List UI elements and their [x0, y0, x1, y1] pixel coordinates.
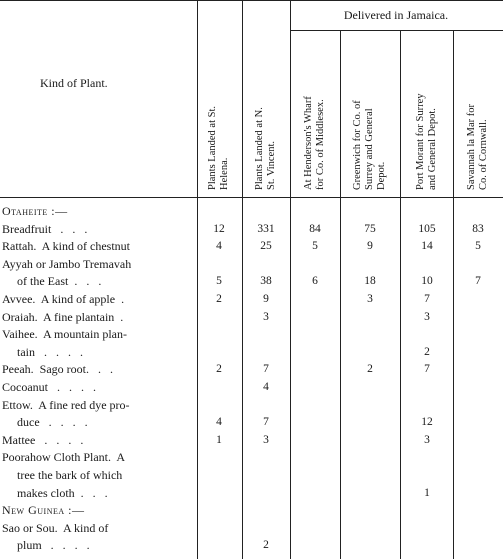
row-cell: 5 — [475, 240, 481, 253]
table-row — [0, 415, 503, 429]
column-header-line: At Henderson's Wharf — [303, 96, 314, 190]
table-row — [0, 204, 503, 218]
table-row — [0, 433, 503, 447]
row-cell: 38 — [260, 275, 272, 288]
table-row — [0, 292, 503, 306]
row-cell: 83 — [472, 222, 484, 235]
row-label: Peeah. Sago root. . . — [2, 362, 113, 377]
row-cell: 2 — [367, 363, 373, 376]
row-label: tree the bark of which — [2, 468, 123, 482]
row-cell: 3 — [367, 293, 373, 305]
row-label: Breadfruit . . . — [2, 221, 88, 236]
row-label: Sao or Sou. A kind of — [2, 520, 109, 535]
row-cell: 3 — [263, 433, 269, 446]
column-header-line: for Co. of Middlesex. — [315, 99, 326, 190]
column-header-morant — [415, 93, 439, 190]
row-cell: 7 — [424, 293, 430, 305]
row-cell: 84 — [309, 222, 321, 235]
row-label: makes cloth . . . — [2, 485, 108, 500]
table-row — [0, 310, 503, 324]
row-label: Poorahow Cloth Plant. A — [2, 450, 126, 465]
column-header-henderson — [303, 96, 327, 190]
column-header-line: St. Vincent. — [266, 140, 277, 190]
row-cell: 10 — [421, 275, 433, 288]
row-cell: 25 — [260, 240, 272, 253]
table-row — [0, 538, 503, 552]
table-row — [0, 274, 503, 288]
row-cell: 3 — [424, 433, 430, 446]
row-cell: 3 — [424, 310, 430, 323]
column-header-savannah — [466, 104, 490, 190]
row-label: Ayyah or Jambo Tremavah — [2, 256, 132, 271]
table-row — [0, 398, 503, 412]
row-label: Vaihee. A mountain plan- — [2, 327, 127, 342]
row-label: Rattah. A kind of chestnut — [2, 239, 130, 254]
row-cell: 12 — [421, 416, 433, 429]
row-cell: 3 — [263, 310, 269, 323]
row-cell: 18 — [364, 275, 376, 288]
table-row — [0, 239, 503, 253]
row-cell: 5 — [312, 240, 318, 253]
table-row — [0, 450, 503, 464]
column-header-line: Depot. — [376, 161, 387, 190]
table-row — [0, 486, 503, 500]
row-label: Ettow. A fine red dye pro- — [2, 397, 130, 412]
column-header-line: Plants Landed at St. — [207, 106, 218, 190]
column-header-line: Surrey and General — [364, 108, 375, 190]
table-row — [0, 521, 503, 535]
row-label: Mattee . . . . — [2, 432, 84, 447]
kind-of-plant-header: Kind of Plant. — [40, 76, 108, 90]
row-label: duce . . . . — [2, 415, 88, 430]
row-cell: 7 — [263, 416, 269, 429]
row-cell: 105 — [418, 222, 436, 235]
row-label: of the East . . . — [2, 274, 102, 289]
column-header-line: Helena. — [219, 157, 230, 190]
row-cell: 7 — [475, 275, 481, 288]
row-cell: 2 — [424, 345, 430, 358]
row-cell: 75 — [364, 222, 376, 235]
column-header-vincent — [254, 107, 278, 190]
row-label: Cocoanut . . . . — [2, 380, 96, 394]
column-header-line: and General Depot. — [427, 108, 438, 190]
row-cell: 5 — [216, 275, 222, 288]
column-header-line: Plants Landed at N. — [254, 107, 265, 190]
delivered-rule — [290, 30, 503, 31]
row-cell: 6 — [312, 275, 318, 288]
row-label: tain . . . . — [2, 344, 83, 359]
table-row — [0, 503, 503, 517]
row-cell: 12 — [213, 222, 225, 235]
row-cell: 4 — [216, 240, 222, 253]
table-row — [0, 222, 503, 236]
row-cell: 7 — [263, 363, 269, 376]
row-label: Avvee. A kind of apple . — [2, 292, 125, 306]
column-header-line: Savannah la Mar for — [466, 103, 477, 190]
table-row — [0, 380, 503, 394]
table-row — [0, 362, 503, 376]
column-header-line: Co. of Cornwall. — [478, 119, 489, 190]
row-label: Oraiah. A fine plantain . — [2, 309, 124, 324]
row-cell: 2 — [216, 293, 222, 305]
row-cell: 9 — [263, 293, 269, 305]
column-header-line: Port Morant for Surrey — [415, 93, 426, 190]
table-row — [0, 468, 503, 482]
row-cell: 1 — [216, 433, 222, 446]
row-cell: 4 — [263, 381, 269, 393]
row-label: New Guinea :— — [2, 503, 85, 518]
column-header-helena — [207, 106, 231, 190]
top-rule — [0, 0, 503, 1]
table-row — [0, 327, 503, 341]
row-cell: 4 — [216, 416, 222, 429]
table-row — [0, 257, 503, 271]
row-cell: 9 — [367, 240, 373, 253]
row-cell: 2 — [216, 363, 222, 376]
header-bottom-rule — [0, 197, 503, 198]
delivered-header: Delivered in Jamaica. — [343, 8, 449, 22]
row-cell: 14 — [421, 240, 433, 253]
table-row — [0, 345, 503, 359]
row-label: Otaheite :— — [2, 204, 68, 218]
column-header-line: Greenwich for Co. of — [352, 100, 363, 190]
column-header-greenwich — [352, 100, 388, 190]
row-label: plum . . . . — [2, 538, 90, 553]
row-cell: 2 — [263, 539, 269, 552]
row-cell: 7 — [424, 363, 430, 376]
row-cell: 331 — [257, 222, 275, 235]
row-cell: 1 — [424, 486, 430, 499]
